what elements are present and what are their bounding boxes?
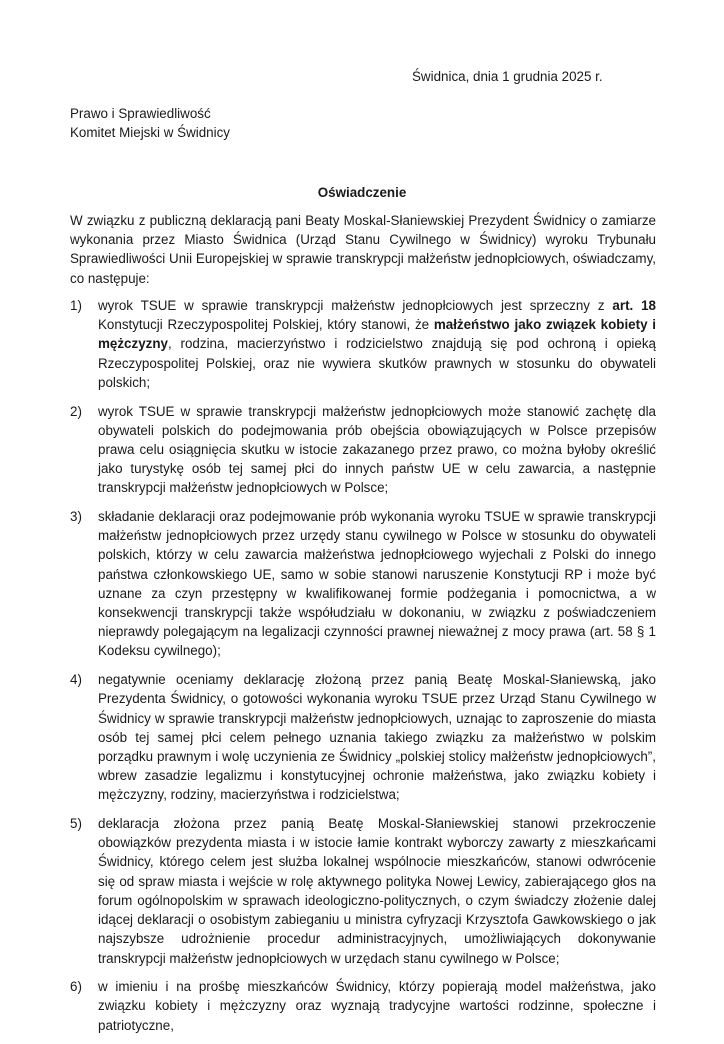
- sender-block: [70, 104, 230, 142]
- point-text-segment: Konstytucji Rzeczypospolitej Polskiej, który stanowi, że: [98, 317, 434, 333]
- document-title: Oświadczenie: [317, 185, 407, 200]
- point-text: [98, 298, 656, 390]
- point-text-segment: wyrok TSUE w sprawie transkrypcji małżeństw jednopłciowych jest sprzeczny z: [98, 298, 613, 313]
- point-text: deklaracja złożona przez panią Beatę Moskal-Słaniewskiej stanowi przekroczenie obowiązków prezydenta miasta i w istocie łamie kontrakt wyborczy zawarty z mieszkańcami Świdnicy, którego celem jest służba lokalnej wspólnocie mieszkańców, stanowi odwrócenie się od spraw miasta i wejście w rolę aktywnego polityka Nowej Lewicy, zabierającego głos na forum ogólnopolskim w sprawach ideologiczno-politycznych, o czym świadczy złożenie dalej idącej deklaracji o osobistym zabieganiu u ministra cyfryzacji Krzysztofa Gawkowskiego o jak najszybsze udrożnienie procedur administracyjnych, umożliwiających dokonywanie transkrypcji małżeństw jednopłciowych w urzędach stanu cywilnego w Polsce;: [98, 816, 656, 966]
- point-text: wyrok TSUE w sprawie transkrypcji małżeństw jednopłciowych może stanowić zachętę dla obywateli polskich do podejmowania prób obejścia obowiązujących w Polsce przepisów prawa celu osiągnięcia skutku w istocie zakazanego przez prawo, co można byłoby określić jako turystykę osób tej samej płci do innych państw UE w celu zawarcia, a następnie transkrypcji małżeństw jednopłciowych w Polsce;: [98, 403, 656, 496]
- statement-point-6: [70, 977, 656, 1035]
- point-number: 6): [70, 979, 82, 995]
- point-bold-phrase: małżeństwo jako związek kobiety i mężczyzny: [98, 317, 656, 352]
- point-text: w imieniu i na prośbę mieszkańców Świdnicy, którzy popierają model małżeństwa, jako związku kobiety i mężczyzny oraz wyznają tradycyjne wartości rodzinne, społeczne i patriotyczne,: [98, 979, 656, 1033]
- place-and-date: Świdnica, dnia 1 grudnia 2025 r.: [412, 69, 603, 84]
- statement-point-5: [70, 814, 656, 968]
- sender-party: Prawo i Sprawiedliwość: [70, 106, 211, 121]
- sender-committee: Komitet Miejski w Świdnicy: [70, 125, 230, 141]
- statement-point-4: [70, 670, 656, 804]
- point-text-segment: , rodzina, macierzyństwo i rodzicielstwo znajdują się pod ochroną i opieką Rzeczypospolitej Polskiej, oraz nie wywiera skutków prawnych w stosunku do obywateli polskich;: [98, 336, 656, 390]
- point-number: 4): [70, 672, 82, 688]
- point-text: negatywnie oceniamy deklarację złożoną przez panią Beatę Moskal-Słaniewską, jako Prezydenta Świdnicy, o gotowości wykonania wyroku TSUE przez Urząd Stanu Cywilnego w Świdnicy w sprawie transkrypcji małżeństw jednopłciowych, uznając to zaproszenie do miasta osób tej samej płci celem pełnego uznania takiego związku za małżeństwo w polskim porządku prawnym i wolę uczynienia ze Świdnicy „polskiej stolicy małżeństw jednopłciowych”, wbrew zasadzie legalizmu i konstytucyjnej ochronie małżeństwa, jako związku kobiety i mężczyzny, rodziny, macierzyństwa i rodzicielstwa;: [98, 672, 656, 803]
- statement-point-2: [70, 402, 656, 498]
- statement-point-1: [70, 296, 656, 392]
- statement-points-list: [70, 296, 656, 1044]
- point-text: składanie deklaracji oraz podejmowanie prób wykonania wyroku TSUE w sprawie transkrypcji małżeństw jednopłciowych przez urzędy stanu cywilnego w Polsce w stosunku do obywateli polskich, którzy w celu zawarcia małżeństwa jednopłciowego wyjechali z Polski do innego państwa członkowskiego UE, samo w sobie stanowi naruszenie Konstytucji RP i może być uznane za czyn przestępny w kwalifikowanej formie podżegania i pomocnictwa, a w konsekwencji transkrypcji także współudziału w dokonaniu, w związku z poświadczeniem nieprawdy polegającym na legalizacji czynności prawnej nieważnej z mocy prawa (art. 58 § 1 Kodeksu cywilnego);: [98, 509, 656, 659]
- intro-paragraph: W związku z publiczną deklaracją pani Beaty Moskal-Słaniewskiej Prezydent Świdnicy o zamiarze wykonania przez Miasto Świdnica (Urząd Stanu Cywilnego w Świdnicy) wyroku Trybunału Sprawiedliwości Unii Europejskiej w sprawie transkrypcji małżeństw jednopłciowych, oświadczamy, co następuje:: [70, 213, 656, 286]
- point-number: 5): [70, 816, 82, 832]
- point-number: 1): [70, 298, 82, 313]
- point-number: 3): [70, 509, 82, 525]
- point-number: 2): [70, 403, 82, 419]
- point-bold-reference: art. 18: [612, 298, 656, 313]
- statement-point-3: [70, 507, 656, 661]
